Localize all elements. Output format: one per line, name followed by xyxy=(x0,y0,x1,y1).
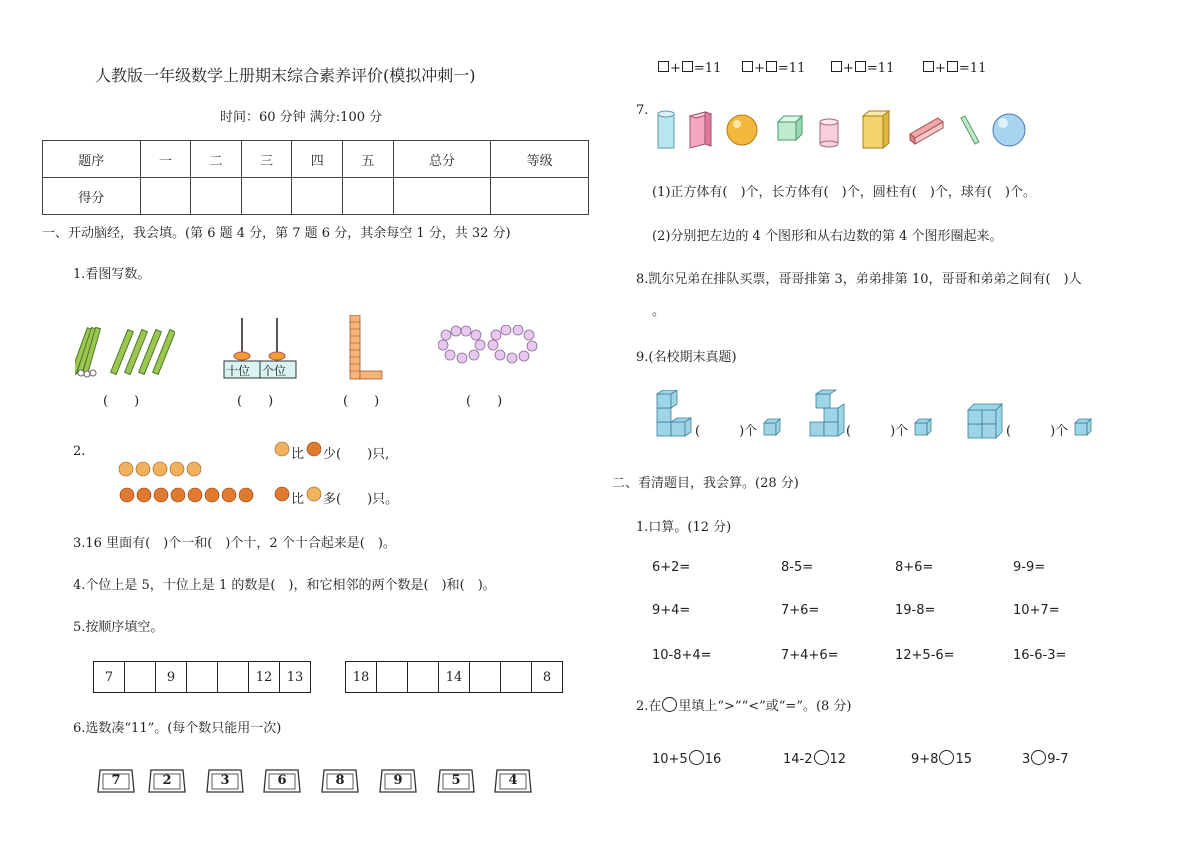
sphere-icon xyxy=(727,115,757,145)
number-card[interactable] xyxy=(97,768,135,794)
score-table-row xyxy=(43,178,589,215)
number-card-value: 6 xyxy=(277,773,287,788)
number-card-value: 9 xyxy=(393,773,403,788)
q2-line2-answer[interactable]: 多( )只。 xyxy=(323,492,399,507)
abacus-ones-label: 个位 xyxy=(262,364,287,378)
number-card-value: 3 xyxy=(220,773,230,788)
q9-answer[interactable]: ( )个 xyxy=(846,424,909,439)
beads-icon xyxy=(438,325,538,365)
blocks-icon xyxy=(348,315,384,381)
q2-label: 2. xyxy=(73,444,86,459)
q3-text: 3.16 里面有( )个一和( )个十，2 个十合起来是( )。 xyxy=(73,536,396,551)
section1-title: 一、开动脑经，我会填。(第 6 题 4 分，第 7 题 6 分，其余每空 1 分，共 32 分) xyxy=(42,226,511,241)
number-card-value: 4 xyxy=(508,773,518,788)
oral-calc-item[interactable]: 9+4= xyxy=(652,603,691,618)
compare-item[interactable]: 3 9-7 xyxy=(1022,752,1069,767)
q1-answer-blank[interactable]: ( ) xyxy=(343,394,380,409)
shapes-row xyxy=(655,108,1030,153)
unit-cube-icon xyxy=(763,418,781,436)
oral-calc-item[interactable]: 10-8+4= xyxy=(652,648,712,663)
cuboid-icon xyxy=(690,112,711,148)
number-card[interactable] xyxy=(206,768,244,794)
score-header-cell: 等级 xyxy=(491,141,589,178)
score-cell[interactable] xyxy=(491,178,589,215)
sticks-bundle-icon xyxy=(75,325,175,380)
oral-calc-label: 1.口算。(12 分) xyxy=(636,520,732,535)
circle-icon xyxy=(662,697,677,712)
cylinder-icon xyxy=(658,111,674,148)
sequence-cell[interactable] xyxy=(501,662,532,692)
q5-label: 5.按顺序填空。 xyxy=(73,620,164,635)
q6-equation[interactable]: + =11 xyxy=(922,61,986,76)
cat-icon xyxy=(306,485,322,503)
number-card-value: 7 xyxy=(111,773,121,788)
circle-icon[interactable] xyxy=(814,750,829,765)
number-card-value: 2 xyxy=(162,773,172,788)
q8-text: 8.凯尔兄弟在排队买票，哥哥排第 3，弟弟排第 10，哥哥和弟弟之间有( )人 xyxy=(636,272,1082,287)
oral-calc-item[interactable]: 9-9= xyxy=(1013,560,1046,575)
abacus-tens-label: 十位 xyxy=(226,364,251,378)
compare-item[interactable]: 14-2 12 xyxy=(783,752,847,767)
dog-icon xyxy=(274,485,290,503)
unit-cube-icon xyxy=(1074,418,1092,436)
oral-calc-item[interactable]: 8+6= xyxy=(895,560,934,575)
number-card[interactable] xyxy=(437,768,475,794)
dog-icon xyxy=(306,440,322,458)
time-info: 时间：60 分钟 满分:100 分 xyxy=(220,110,383,125)
score-cell[interactable] xyxy=(241,178,292,215)
circle-icon[interactable] xyxy=(1031,750,1046,765)
q7-label: 7. xyxy=(636,103,649,118)
cuboid-icon xyxy=(910,118,943,144)
oral-calc-item[interactable]: 7+4+6= xyxy=(781,648,839,663)
sequence-cell[interactable]: 13 xyxy=(286,669,304,685)
score-row-label: 得分 xyxy=(43,178,141,215)
q2-line1-answer[interactable]: 少( )只, xyxy=(323,447,390,462)
sequence-cell[interactable]: 12 xyxy=(249,662,280,692)
oral-calc-item[interactable]: 8-5= xyxy=(781,560,814,575)
cat-icon xyxy=(274,440,290,458)
score-cell[interactable] xyxy=(393,178,491,215)
sequence-cell[interactable] xyxy=(218,662,249,692)
q7-part2: (2)分别把左边的 4 个图形和从右边数的第 4 个图形圈起来。 xyxy=(652,229,1003,244)
sequence-cell[interactable] xyxy=(408,662,439,692)
q6-equation[interactable]: + =11 xyxy=(657,61,721,76)
q6-equation[interactable]: + =11 xyxy=(741,61,805,76)
sphere-icon xyxy=(993,114,1025,146)
number-card-value: 8 xyxy=(335,773,345,788)
sequence-cell[interactable]: 8 xyxy=(542,669,552,685)
score-header-cell: 五 xyxy=(343,141,394,178)
number-card[interactable] xyxy=(321,768,359,794)
sequence-boxes-1 xyxy=(93,661,311,693)
q9-answer[interactable]: ( )个 xyxy=(1006,424,1069,439)
cube-stack-icon xyxy=(966,400,1006,440)
score-header-cell: 总分 xyxy=(393,141,491,178)
score-cell[interactable] xyxy=(343,178,394,215)
number-card[interactable] xyxy=(148,768,186,794)
score-table xyxy=(42,140,589,215)
sequence-boxes-2 xyxy=(345,661,563,693)
oral-calc-item[interactable]: 10+7= xyxy=(1013,603,1060,618)
q4-text: 4.个位上是 5，十位上是 1 的数是( )，和它相邻的两个数是( )和( )。 xyxy=(73,578,496,593)
sequence-cell[interactable]: 9 xyxy=(156,662,187,692)
q2-line1-compare: 比 xyxy=(291,447,305,462)
q6-equation[interactable]: + =11 xyxy=(830,61,894,76)
page-title: 人教版一年级数学上册期末综合素养评价(模拟冲刺一) xyxy=(95,66,476,85)
sequence-cell[interactable] xyxy=(125,662,156,692)
compare-label: 2.在 里填上“>”“<”或“=”。(8 分) xyxy=(636,699,852,714)
sequence-cell[interactable]: 7 xyxy=(94,662,125,692)
oral-calc-item[interactable]: 16-6-3= xyxy=(1013,648,1067,663)
sequence-cell[interactable]: 18 xyxy=(346,662,377,692)
q6-label: 6.选数凑“11”。(每个数只能用一次) xyxy=(73,721,282,736)
q8-text-end: 。 xyxy=(652,304,666,319)
cylinder-icon xyxy=(820,119,838,147)
q1-answer-blank[interactable]: ( ) xyxy=(466,394,503,409)
cylinder-icon xyxy=(961,116,979,144)
sequence-cell[interactable] xyxy=(470,662,501,692)
compare-item[interactable]: 9+8 15 xyxy=(911,752,972,767)
number-card[interactable] xyxy=(263,768,301,794)
score-header-cell: 一 xyxy=(140,141,191,178)
section2-title: 二、看清题目，我会算。(28 分) xyxy=(612,476,799,491)
cube-icon xyxy=(778,116,802,140)
number-card[interactable] xyxy=(494,768,532,794)
unit-cube-icon xyxy=(914,418,932,436)
score-header-cell: 二 xyxy=(191,141,242,178)
q7-part1: (1)正方体有( )个，长方体有( )个，圆柱有( )个，球有( )个。 xyxy=(652,185,1036,200)
oral-calc-item[interactable]: 19-8= xyxy=(895,603,936,618)
q2-line2-compare: 比 xyxy=(291,492,305,507)
q1-answer-blank[interactable]: ( ) xyxy=(237,394,274,409)
number-card-value: 5 xyxy=(451,773,461,788)
score-header-cell: 三 xyxy=(241,141,292,178)
q1-label: 1.看图写数。 xyxy=(73,267,151,282)
score-table-header-row xyxy=(43,141,589,178)
score-cell[interactable] xyxy=(191,178,242,215)
cuboid-icon xyxy=(863,111,889,148)
oral-calc-item[interactable]: 12+5-6= xyxy=(895,648,955,663)
compare-item[interactable]: 10+5 16 xyxy=(652,752,722,767)
q9-answer[interactable]: ( )个 xyxy=(695,424,758,439)
score-cell[interactable] xyxy=(140,178,191,215)
sequence-cell[interactable] xyxy=(187,662,218,692)
oral-calc-item[interactable]: 6+2= xyxy=(652,560,691,575)
score-header-cell: 四 xyxy=(292,141,343,178)
score-cell[interactable] xyxy=(292,178,343,215)
score-header-cell: 题序 xyxy=(43,141,141,178)
sequence-cell[interactable]: 14 xyxy=(439,662,470,692)
circle-icon[interactable] xyxy=(689,750,704,765)
dogs-row-icon xyxy=(118,484,258,506)
oral-calc-item[interactable]: 7+6= xyxy=(781,603,820,618)
q1-answer-blank[interactable]: ( ) xyxy=(103,394,140,409)
circle-icon[interactable] xyxy=(939,750,954,765)
sequence-cell[interactable] xyxy=(377,662,408,692)
cats-row-icon xyxy=(118,458,208,480)
q9-label: 9.(名校期末真题) xyxy=(636,350,737,365)
number-card[interactable] xyxy=(379,768,417,794)
